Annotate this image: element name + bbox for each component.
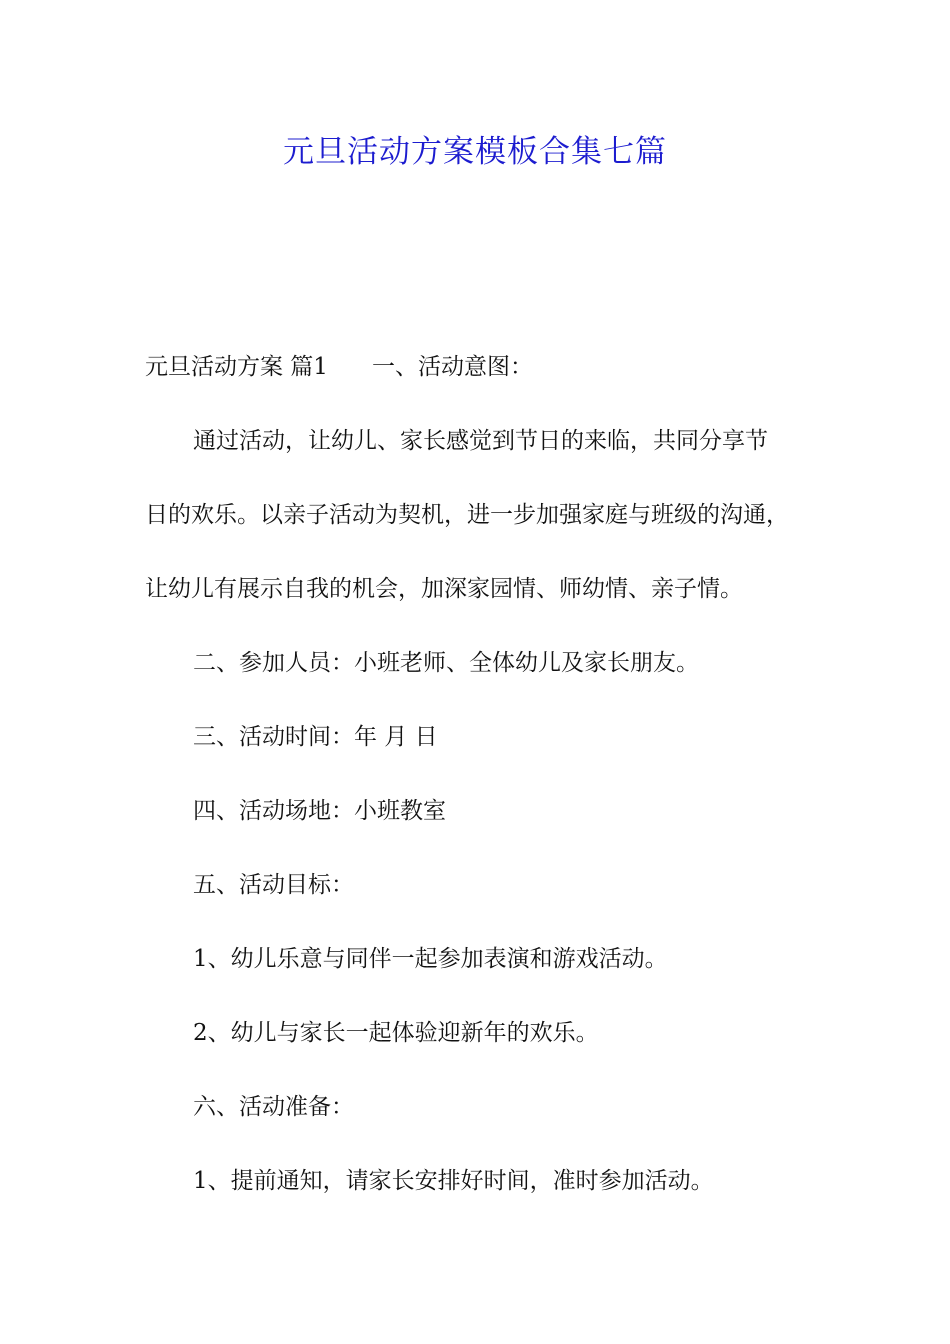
document-title: 元旦活动方案模板合集七篇 (283, 134, 667, 170)
paragraph-line: 通过活动，让幼儿、家长感觉到节日的来临，共同分享节 (193, 428, 768, 454)
paragraph-line: 三、活动时间：年 月 日 (193, 724, 438, 750)
paragraph-line: 二、参加人员：小班老师、全体幼儿及家长朋友。 (193, 650, 699, 676)
paragraph-line: 四、活动场地：小班教室 (193, 798, 446, 824)
paragraph-line: 六、活动准备： (193, 1094, 354, 1120)
paragraph-line: 五、活动目标： (193, 872, 354, 898)
list-item: 1、提前通知，请家长安排好时间，准时参加活动。 (193, 1168, 714, 1194)
paragraph-line: 一、活动意图： (371, 354, 533, 380)
list-item: 1、幼儿乐意与同伴一起参加表演和游戏活动。 (193, 946, 668, 972)
paragraph-line: 让幼儿有展示自我的机会，加深家园情、师幼情、亲子情。 (145, 576, 743, 602)
list-item: 2、幼儿与家长一起体验迎新年的欢乐。 (193, 1020, 599, 1046)
section-heading: 元旦活动方案 篇1 (145, 354, 328, 380)
paragraph-line: 日的欢乐。以亲子活动为契机，进一步加强家庭与班级的沟通， (145, 502, 789, 528)
section-heading-line (145, 330, 830, 404)
document-body (145, 330, 830, 1218)
